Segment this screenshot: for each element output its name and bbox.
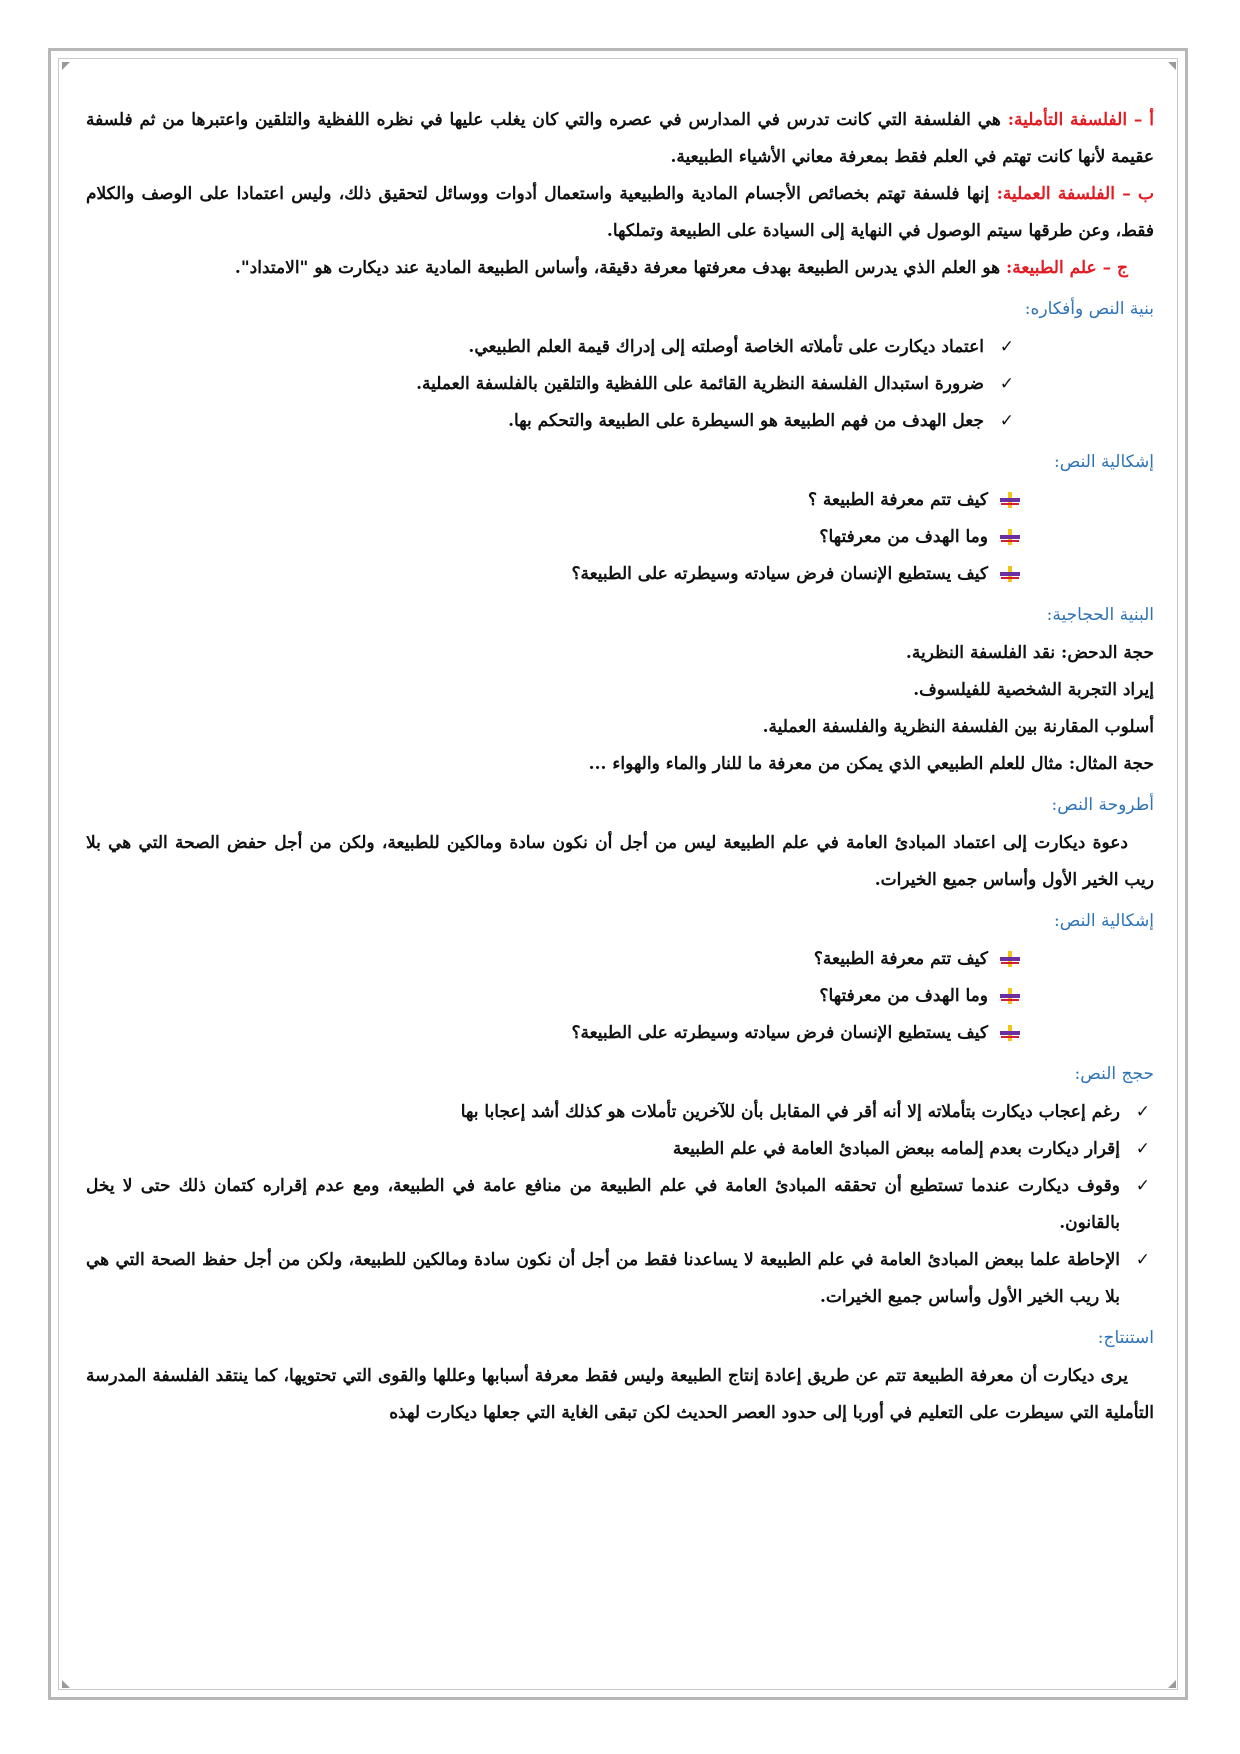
definition-speculative-philosophy <box>86 102 1154 176</box>
corner-ornament-bottom-left <box>62 1680 70 1688</box>
list-item: ✓ رغم إعجاب ديكارت بتأملاته إلا أنه أقر في المقابل بأن للآخرين تأملات هو كذلك أشد إعجابا بها <box>86 1094 1154 1131</box>
section-heading-problem: إشكالية النص: <box>1054 452 1154 472</box>
argument-line: إيراد التجربة الشخصية للفيلسوف. <box>913 680 1154 700</box>
arrow-bullet-icon <box>1000 566 1020 582</box>
list-item: كيف يستطيع الإنسان فرض سيادته وسيطرته على الطبيعة؟ <box>86 1015 1022 1052</box>
checkmark-icon: ✓ <box>1135 1176 1150 1196</box>
document-body <box>86 102 1154 1432</box>
section-heading-thesis: أطروحة النص: <box>1051 795 1154 815</box>
problem-list <box>86 482 1154 593</box>
list-item: كيف يستطيع الإنسان فرض سيادته وسيطرته على الطبيعة؟ <box>86 556 1022 593</box>
checkmark-icon: ✓ <box>999 374 1014 394</box>
structure-list <box>86 329 1154 440</box>
checkmark-icon: ✓ <box>999 411 1014 431</box>
list-item: ✓ إقرار ديكارت بعدم إلمامه ببعض المبادئ العامة في علم الطبيعة <box>86 1131 1154 1168</box>
arrow-bullet-icon <box>1000 988 1020 1004</box>
arrow-bullet-icon <box>1000 951 1020 967</box>
list-item: وما الهدف من معرفتها؟ <box>86 978 1022 1015</box>
corner-ornament-top-right <box>1168 62 1176 70</box>
arrow-bullet-icon <box>1000 529 1020 545</box>
list-item: وما الهدف من معرفتها؟ <box>86 519 1022 556</box>
list-item: ✓ وقوف ديكارت عندما تستطيع أن تحققه المبادئ العامة في علم الطبيعة من منافع عامة في الطبيعة، ومع عدم إقراره كتمان ذلك حتى لا يخل بالقانون. <box>86 1168 1154 1242</box>
corner-ornament-top-left <box>62 62 70 70</box>
list-item: كيف تتم معرفة الطبيعة؟ <box>86 941 1022 978</box>
arguments-list <box>86 1094 1154 1316</box>
argument-line: حجة الدحض: نقد الفلسفة النظرية. <box>905 643 1154 663</box>
section-heading-argumentative: البنية الحجاجية: <box>1046 605 1154 625</box>
list-item: كيف تتم معرفة الطبيعة ؟ <box>86 482 1022 519</box>
section-heading-structure: بنية النص وأفكاره: <box>1024 299 1154 319</box>
definition-term: أ – الفلسفة التأملية: <box>1007 110 1154 130</box>
arrow-bullet-icon <box>1000 492 1020 508</box>
arrow-bullet-icon <box>1000 1025 1020 1041</box>
section-heading-arguments: حجج النص: <box>1074 1064 1154 1084</box>
checkmark-icon: ✓ <box>1135 1139 1150 1159</box>
thesis-text: دعوة ديكارت إلى اعتماد المبادئ العامة في علم الطبيعة ليس من أجل أن نكون سادة ومالكين للطبيعة، ولكن من أجل حفض الصحة التي هي بلا ريب الخير الأول وأساس جميع الخيرات. <box>86 833 1154 890</box>
section-heading-conclusion: استنتاج: <box>1097 1328 1154 1348</box>
definition-natural-science <box>86 250 1154 287</box>
problem-list-2 <box>86 941 1154 1052</box>
section-heading-problem-2: إشكالية النص: <box>1054 911 1154 931</box>
definition-text: هو العلم الذي يدرس الطبيعة بهدف معرفتها معرفة دقيقة، وأساس الطبيعة المادية عند ديكارت هو "الامتداد". <box>234 258 1006 278</box>
definition-practical-philosophy <box>86 176 1154 250</box>
checkmark-icon: ✓ <box>1135 1102 1150 1122</box>
checkmark-icon: ✓ <box>1135 1250 1150 1270</box>
list-item: ✓ جعل الهدف من فهم الطبيعة هو السيطرة على الطبيعة والتحكم بها. <box>86 403 1018 440</box>
argument-line: أسلوب المقارنة بين الفلسفة النظرية والفلسفة العملية. <box>762 717 1154 737</box>
argument-line: حجة المثال: مثال للعلم الطبيعي الذي يمكن من معرفة ما للنار والماء والهواء ... <box>588 754 1154 774</box>
list-item: ✓ اعتماد ديكارت على تأملاته الخاصة أوصلته إلى إدراك قيمة العلم الطبيعي. <box>86 329 1018 366</box>
conclusion-text: يرى ديكارت أن معرفة الطبيعة تتم عن طريق إعادة إنتاج الطبيعة وليس فقط معرفة أسبابها وعللها والقوى التي تحتويها، كما ينتقد الفلسفة المدرسة التأملية التي سيطرت على التعليم في أوربا إلى حدود العصر الحديث لكن تبقى الغاية التي جعلها ديكارت لهذه <box>86 1366 1154 1423</box>
definition-term: ب – الفلسفة العملية: <box>996 184 1154 204</box>
definition-text: هي الفلسفة التي كانت تدرس في المدارس في عصره والتي كان يغلب عليها في نظره اللفظية والتلقين واعتبرها من ثم فلسفة عقيمة لأنها كانت تهتم في العلم فقط بمعرفة معاني الأشياء الطبيعية. <box>86 110 1154 167</box>
corner-ornament-bottom-right <box>1168 1680 1176 1688</box>
list-item: ✓ ضرورة استبدال الفلسفة النظرية القائمة على اللفظية والتلقين بالفلسفة العملية. <box>86 366 1018 403</box>
definition-term: ج – علم الطبيعة: <box>1005 258 1128 278</box>
definition-text: إنها فلسفة تهتم بخصائص الأجسام المادية والطبيعية واستعمال أدوات ووسائل لتحقيق ذلك، وليس اعتمادا على الوصف والكلام فقط، وعن طرقها سيتم الوصول في النهاية إلى السيادة على الطبيعة وتملكها. <box>86 184 1154 241</box>
checkmark-icon: ✓ <box>999 337 1014 357</box>
list-item: ✓ الإحاطة علما ببعض المبادئ العامة في علم الطبيعة لا يساعدنا فقط من أجل أن نكون سادة ومالكين للطبيعة، ولكن من أجل حفظ الصحة التي هي بلا ريب الخير الأول وأساس جميع الخيرات. <box>86 1242 1154 1316</box>
